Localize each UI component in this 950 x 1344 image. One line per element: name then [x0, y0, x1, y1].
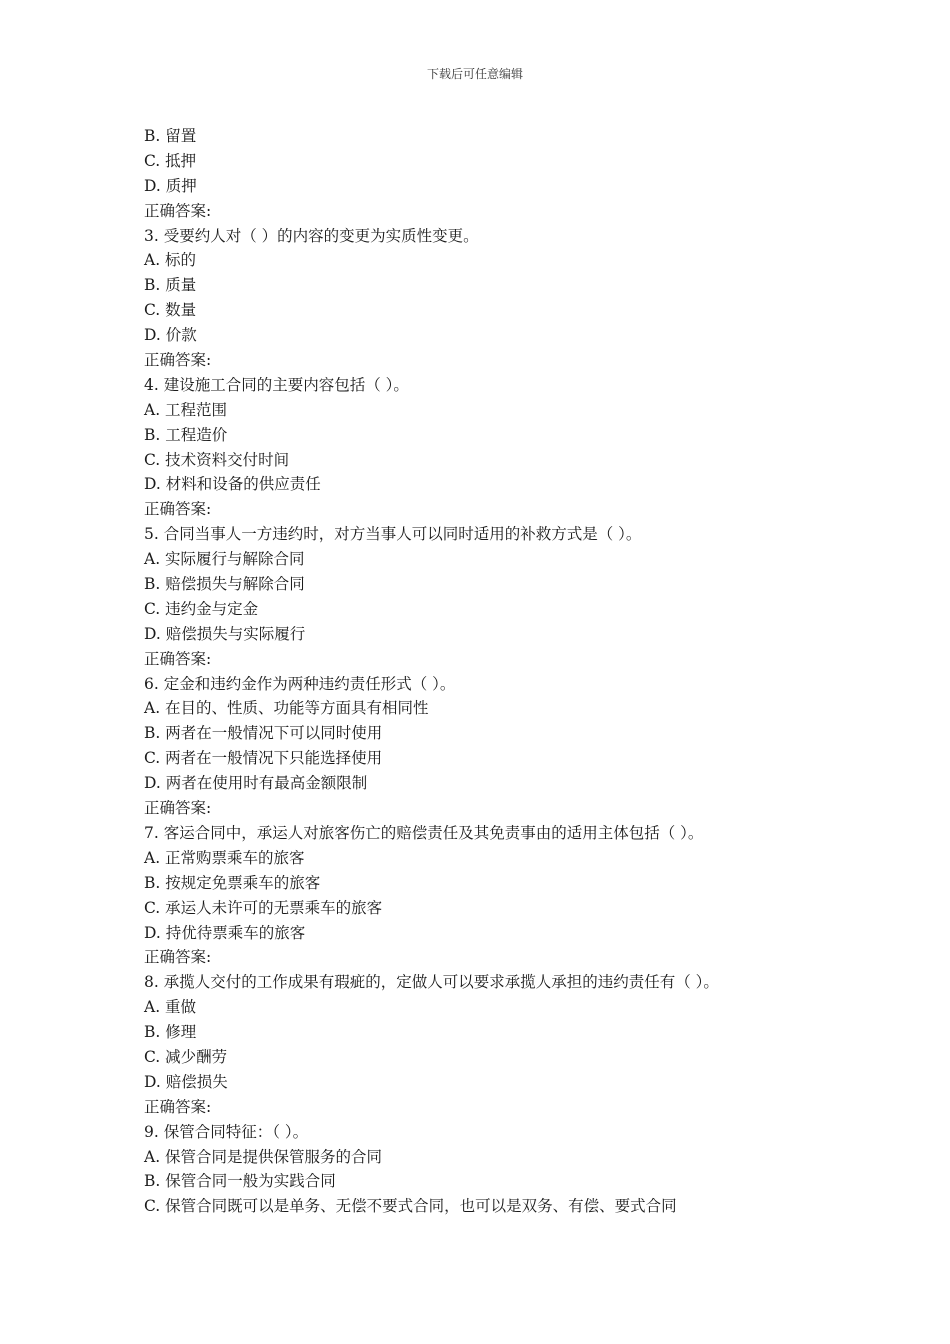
- option-line: D. 持优待票乘车的旅客: [144, 923, 306, 942]
- answer-label: 正确答案:: [144, 500, 212, 519]
- question-line: 7. 客运合同中，承运人对旅客伤亡的赔偿责任及其免责事由的适用主体包括（ ）。: [144, 823, 704, 842]
- option-line: C. 保管合同既可以是单务、无偿不要式合同，也可以是双务、有偿、要式合同: [144, 1197, 677, 1216]
- option-line: A. 保管合同是提供保管服务的合同: [144, 1147, 383, 1166]
- answer-label: 正确答案:: [144, 201, 212, 220]
- option-line: D. 材料和设备的供应责任: [144, 475, 321, 494]
- question-line: 9. 保管合同特征：（ ）。: [144, 1122, 309, 1141]
- option-line: D. 价款: [144, 326, 197, 345]
- option-line: B. 留置: [144, 127, 197, 145]
- answer-label: 正确答案:: [144, 799, 212, 818]
- document-body: [144, 124, 844, 1219]
- option-line: B. 按规定免票乘车的旅客: [144, 873, 321, 892]
- option-line: C. 承运人未许可的无票乘车的旅客: [144, 898, 383, 917]
- answer-label: 正确答案:: [144, 948, 212, 967]
- option-line: A. 实际履行与解除合同: [144, 550, 305, 569]
- option-line: B. 两者在一般情况下可以同时使用: [144, 724, 383, 743]
- answer-label: 正确答案:: [144, 1097, 212, 1116]
- option-line: D. 两者在使用时有最高金额限制: [144, 774, 368, 793]
- question-line: 5. 合同当事人一方违约时，对方当事人可以同时适用的补救方式是（ ）。: [144, 525, 642, 544]
- option-line: D. 质押: [144, 176, 197, 195]
- option-line: A. 工程范围: [144, 400, 228, 419]
- option-line: C. 抵押: [144, 151, 197, 170]
- option-line: B. 保管合同一般为实践合同: [144, 1172, 336, 1191]
- option-line: C. 减少酬劳: [144, 1047, 228, 1066]
- page-header: 下载后可任意编辑: [426, 67, 523, 81]
- answer-label: 正确答案:: [144, 351, 212, 370]
- option-line: B. 工程造价: [144, 425, 228, 444]
- question-line: 4. 建设施工合同的主要内容包括（ ）。: [144, 375, 409, 394]
- option-line: A. 在目的、性质、功能等方面具有相同性: [144, 699, 429, 718]
- option-line: C. 两者在一般情况下只能选择使用: [144, 749, 383, 768]
- option-line: A. 正常购票乘车的旅客: [144, 848, 305, 867]
- option-line: C. 技术资料交付时间: [144, 450, 290, 469]
- question-line: 3. 受要约人对（ ）的内容的变更为实质性变更。: [144, 226, 479, 245]
- option-line: C. 违约金与定金: [144, 599, 259, 618]
- question-line: 8. 承揽人交付的工作成果有瑕疵的，定做人可以要求承揽人承担的违约责任有（ ）。: [144, 973, 719, 992]
- option-line: D. 赔偿损失与实际履行: [144, 624, 306, 643]
- question-line: 6. 定金和违约金作为两种违约责任形式（ ）。: [144, 674, 456, 693]
- option-line: A. 重做: [144, 998, 197, 1017]
- option-line: B. 赔偿损失与解除合同: [144, 575, 305, 594]
- option-line: A. 标的: [144, 251, 197, 270]
- option-line: B. 修理: [144, 1023, 197, 1042]
- option-line: C. 数量: [144, 301, 197, 320]
- answer-label: 正确答案:: [144, 649, 212, 668]
- option-line: B. 质量: [144, 276, 197, 295]
- option-line: D. 赔偿损失: [144, 1072, 228, 1091]
